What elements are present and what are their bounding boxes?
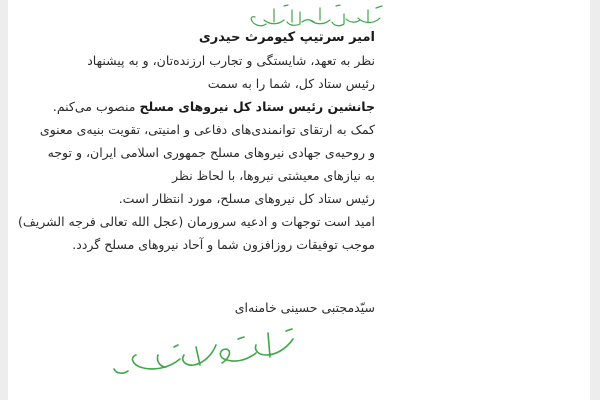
handwritten-signature xyxy=(108,325,308,385)
letter-line: کمک به ارتقای توانمندی‌های دفاعی و امنیتی، تقویت بنیه‌ی معنوی xyxy=(39,122,375,137)
basmala-calligraphy xyxy=(240,0,390,30)
letter-line: به نیازهای معیشتی نیروها، با لحاظ نظر xyxy=(172,168,375,183)
letter-line: امید است توجهات و ادعیه سرورمان (عجل الله تعالی فرجه الشریف) xyxy=(17,214,375,229)
letter-line: نظر به تعهد، شایستگی و تجارب ارزنده‌تان، و به پیشنهاد xyxy=(87,53,375,68)
letter-line: و روحیه‌ی جهادی نیروهای مسلح جمهوری اسلامی ایران، و توجه xyxy=(47,145,375,160)
recipient-name: امیر سرتیپ کیومرث حیدری xyxy=(198,30,375,45)
letter-line: موجب توفیقات روزافزون شما و آحاد نیروهای مسلح گردد. xyxy=(72,237,375,252)
signatory-name: سیّدمجتبی حسینی خامنه‌ای xyxy=(234,300,375,315)
letter-line: رئیس ستاد کل، شما را به سمت xyxy=(207,76,375,91)
appointed-position: جانشین رئیس ستاد کل نیروهای مسلح xyxy=(139,99,375,114)
appointment-verb: منصوب می‌کنم. xyxy=(52,99,140,114)
letter-line: رئیس ستاد کل نیروهای مسلح، مورد انتظار است. xyxy=(118,191,375,206)
appointment-line xyxy=(35,99,375,115)
